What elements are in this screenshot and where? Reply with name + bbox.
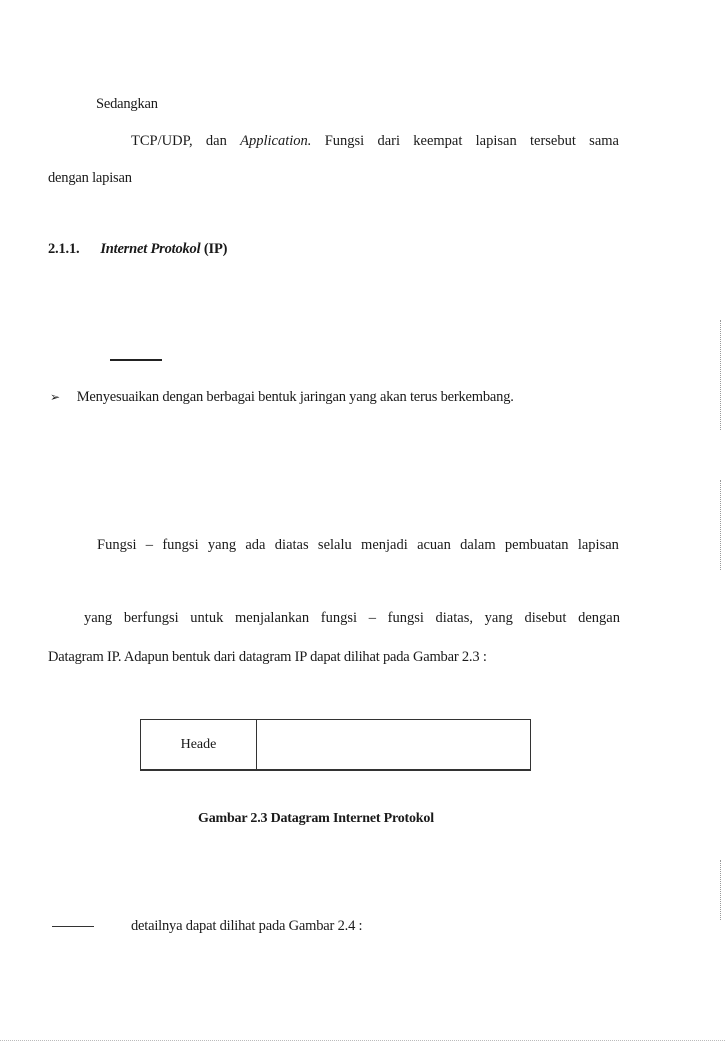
word: diatas: [274, 537, 309, 553]
word: dan: [205, 133, 227, 149]
word: ada: [245, 537, 266, 553]
word: yang: [484, 610, 513, 626]
word: TCP/UDP,: [131, 133, 193, 149]
word: menjalankan: [235, 610, 310, 626]
scan-bottom-mark: [0, 1040, 725, 1041]
paragraph-line: Sedangkan: [96, 96, 158, 112]
word: –: [145, 537, 154, 553]
word: dari: [377, 133, 400, 149]
word: dalam: [460, 537, 496, 553]
word: fungsi: [387, 610, 424, 626]
word: pembuatan: [504, 537, 569, 553]
word: untuk: [190, 610, 224, 626]
paragraph-line: [97, 536, 619, 554]
word: yang: [84, 610, 113, 626]
word: fungsi: [320, 610, 358, 626]
word: diatas,: [435, 610, 473, 626]
word-italic: Application.: [240, 133, 312, 149]
redaction-rule: [52, 926, 94, 927]
datagram-figure: [140, 719, 531, 771]
figure-caption: Gambar 2.3 Datagram Internet Protokol: [198, 811, 434, 826]
scan-edge-mark: [720, 860, 721, 920]
cell-divider: [256, 720, 257, 769]
word: yang: [207, 537, 237, 553]
section-title: Internet Protokol: [100, 241, 201, 257]
bullet-item: [50, 388, 514, 406]
word: tersebut: [530, 133, 576, 149]
word: fungsi: [162, 537, 199, 553]
scan-edge-mark: [720, 480, 721, 570]
word: lapisan: [475, 133, 517, 149]
redaction-rule: [110, 359, 162, 361]
bullet-marker: ➢: [50, 390, 60, 404]
datagram-header-cell: Heade: [180, 736, 217, 752]
word: Fungsi: [97, 537, 137, 553]
word: acuan: [417, 537, 451, 553]
word: selalu: [317, 537, 352, 553]
scan-edge-mark: [720, 320, 721, 430]
word: sama: [589, 133, 619, 149]
paragraph-line: [131, 132, 619, 150]
section-heading: [48, 240, 227, 258]
section-number: 2.1.1.: [48, 241, 80, 257]
paragraph-line: Datagram IP. Adapun bentuk dari datagram IP dapat dilihat pada Gambar 2.3 :: [48, 649, 487, 665]
word: keempat: [413, 133, 463, 149]
section-title-suffix: (IP): [203, 241, 228, 257]
word: Fungsi: [324, 133, 365, 149]
word: menjadi: [361, 537, 408, 553]
bullet-text: Menyesuaikan dengan berbagai bentuk jaringan yang akan terus berkembang.: [76, 389, 514, 405]
word: disebut: [524, 610, 567, 626]
paragraph-line: detailnya dapat dilihat pada Gambar 2.4 :: [131, 918, 363, 934]
word: lapisan: [577, 537, 619, 553]
word: dengan: [578, 610, 620, 626]
word: –: [368, 610, 376, 626]
paragraph-line: dengan lapisan: [48, 170, 132, 186]
word: berfungsi: [123, 610, 179, 626]
paragraph-line: [84, 609, 620, 627]
